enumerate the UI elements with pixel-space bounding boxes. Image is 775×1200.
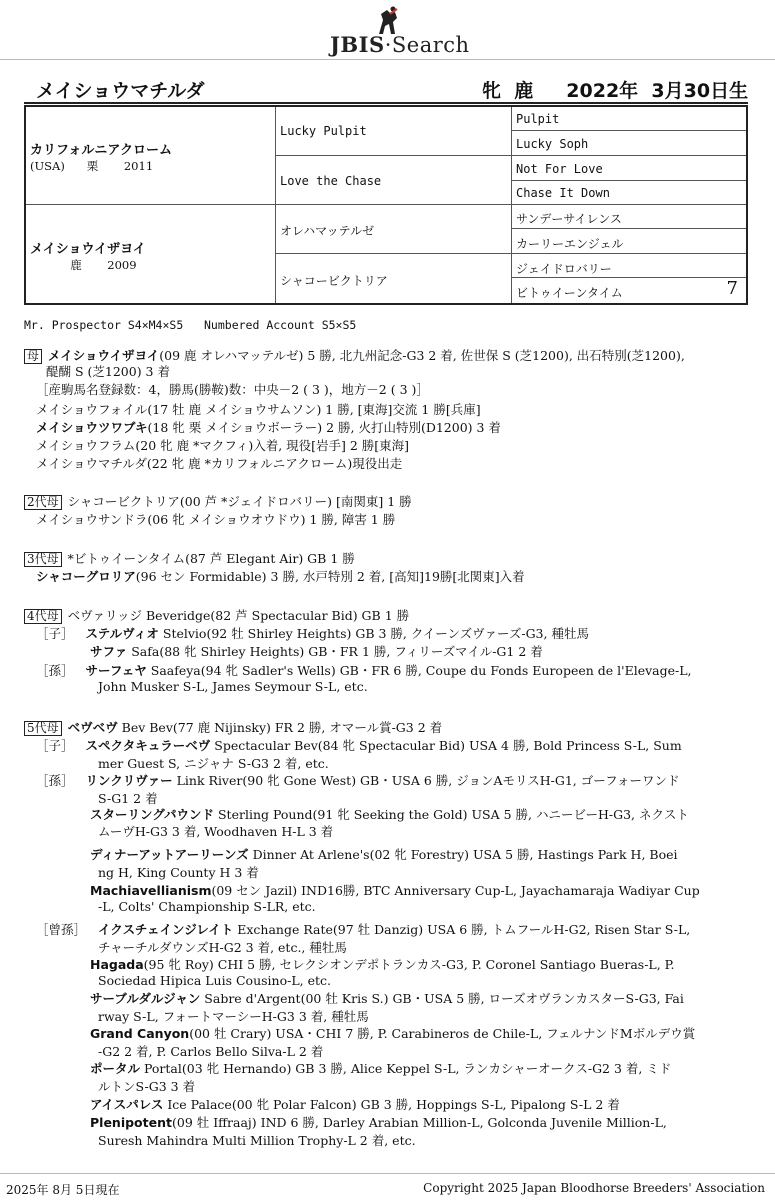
pedigree-gen3[interactable]: Chase It Down: [516, 186, 610, 200]
pedigree-dam[interactable]: [30, 238, 270, 273]
family-line: [46, 362, 170, 380]
family-line: [98, 822, 333, 840]
family-line: [98, 1007, 369, 1025]
horse-link[interactable]: サファ: [90, 644, 128, 659]
family-line: [98, 1131, 416, 1149]
line-text: -G2 2 着, P. Carlos Bello Silva-L 2 着: [98, 1044, 324, 1059]
line-text: *ビトゥイーンタイム(87 芦 Elegant Air) GB 1 勝: [67, 551, 355, 566]
horse-link[interactable]: スペクタキュラーベヴ: [85, 738, 211, 753]
line-text: メイショウフォイル(17 牡 鹿 メイショウサムソン) 1 勝, [東海]交流 1 勝[兵庫]: [36, 402, 481, 417]
dam-name[interactable]: メイショウイザヨイ: [30, 242, 146, 257]
horse-link[interactable]: ベヴベヴ: [67, 720, 118, 735]
family-line: [90, 845, 678, 863]
line-text: 醍醐 S (芝1200) 3 着: [46, 364, 170, 379]
family-line: [24, 606, 409, 624]
line-text: Bev Bev(77 鹿 Nijinsky) FR 2 勝, オマール賞-G3 2 着: [117, 720, 443, 735]
horse-link[interactable]: シャコーグロリア: [36, 569, 136, 584]
pedigree-gen2-dam-dam[interactable]: シャコービクトリア: [280, 274, 388, 288]
generation-tag: ［子］: [36, 626, 74, 641]
pedigree-row-divider: [511, 130, 746, 131]
line-text: Sabre d'Argent(00 牡 Kris S.) GB・USA 5 勝, ローズオヴランカスターS-G3, Fai: [200, 991, 684, 1006]
line-text: (09 牡 Iffraaj) IND 6 勝, Darley Arabian Million-L, Golconda Juvenile Million-L,: [171, 1115, 667, 1130]
pedigree-gen3[interactable]: カーリーエンジェル: [516, 237, 624, 251]
line-text: ムーヴH-G3 3 着, Woodhaven H-L 3 着: [98, 824, 334, 839]
family-line: [36, 736, 682, 754]
pedigree-row-divider: [275, 155, 746, 156]
horse-sex-color-birth: 牝 鹿 2022年 3月30日生: [482, 80, 749, 102]
family-line: [90, 1024, 695, 1042]
family-line: [36, 771, 679, 789]
header-divider: [0, 59, 775, 60]
line-text: mer Guest S, ニジャナ S-G3 2 着, etc.: [98, 756, 329, 771]
horse-link[interactable]: Machiavellianism: [90, 883, 212, 898]
horse-link[interactable]: ステルヴィオ: [85, 626, 159, 641]
line-text: Suresh Mahindra Multi Million Trophy-L 2 着, etc.: [98, 1133, 416, 1148]
line-text: Link River(90 牝 Gone West) GB・USA 6 勝, ジョンAモリスH-G1, ゴーフォーワンド: [172, 773, 680, 788]
pedigree-gen3[interactable]: Lucky Soph: [516, 137, 589, 151]
footer-date: 2025年 8月 5日現在: [6, 1183, 120, 1197]
family-line: [36, 510, 395, 528]
logo-search: Search: [391, 33, 470, 57]
pedigree-row-divider: [511, 180, 746, 181]
family-line: [24, 492, 412, 510]
family-line: [98, 1077, 195, 1095]
family-number: 7: [726, 278, 738, 299]
horse-link[interactable]: Hagada: [90, 957, 144, 972]
family-line: [98, 899, 316, 914]
generation-tag: 母: [24, 349, 42, 364]
family-line: [98, 863, 259, 881]
pedigree-gen3[interactable]: ジェイドロバリー: [516, 262, 612, 276]
line-text: Ice Palace(00 牝 Polar Falcon) GB 3 勝, Hoppings S-L, Pipalong S-L 2 着: [163, 1097, 620, 1112]
line-text: ベヴァリッジ Beveridge(82 芦 Spectacular Bid) GB 1 勝: [67, 608, 410, 623]
horse-link[interactable]: Plenipotent: [90, 1115, 172, 1130]
horse-link[interactable]: メイショウツワブキ: [36, 420, 148, 435]
family-line: [90, 1095, 620, 1113]
line-text: メイショウサンドラ(06 牝 メイショウオウドウ) 1 勝, 障害 1 勝: [36, 512, 396, 527]
family-line: [90, 805, 689, 823]
pedigree-sire[interactable]: [30, 139, 270, 174]
pedigree-gen3[interactable]: ビトゥイーンタイム: [516, 286, 623, 300]
pedigree-col-divider: [511, 107, 512, 303]
family-line: [98, 754, 329, 772]
pedigree-gen3[interactable]: サンデーサイレンス: [516, 212, 622, 226]
family-line: [24, 718, 442, 736]
family-line: [90, 1113, 667, 1131]
line-text: (96 セン Formidable) 3 勝, 水戸特別 2 着, [高知]19勝[北関東]入着: [135, 569, 525, 584]
logo-search-icon: ·: [384, 33, 392, 57]
line-text: Sociedad Hipica Luis Cousino-L, etc.: [98, 973, 331, 988]
family-line: [90, 989, 684, 1007]
footer-copyright: Copyright 2025 Japan Bloodhorse Breeders' Association: [423, 1181, 765, 1195]
line-text: Safa(88 牝 Shirley Heights) GB・FR 1 勝, フィリーズマイル-G1 2 着: [127, 644, 543, 659]
family-line: [36, 400, 481, 418]
line-text: メイショウマチルダ(22 牝 鹿 *カリフォルニアクローム)現役出走: [36, 456, 403, 471]
line-text: -L, Colts' Championship S-LR, etc.: [98, 899, 316, 914]
horse-link[interactable]: メイショウイザヨイ: [48, 348, 160, 363]
horse-link[interactable]: ディナーアットアーリーンズ: [90, 847, 249, 862]
line-text: Spectacular Bev(84 牝 Spectacular Bid) USA 4 勝, Bold Princess S-L, Sum: [210, 738, 682, 753]
inbreeding-cross: Mr. Prospector S4×M4×S5 Numbered Account S5×S5: [24, 318, 357, 332]
pedigree-row-divider: [511, 277, 746, 278]
line-text: (18 牝 栗 メイショウボーラー) 2 勝, 火打山特別(D1200) 3 着: [147, 420, 501, 435]
horse-link[interactable]: アイスパレス: [90, 1097, 164, 1112]
generation-tag: 4代母: [24, 609, 62, 624]
family-line: [98, 973, 331, 988]
horse-link[interactable]: Grand Canyon: [90, 1026, 190, 1041]
family-line: [36, 920, 690, 938]
family-line: [98, 938, 347, 956]
generation-tag: 2代母: [24, 495, 62, 510]
pedigree-row-divider: [511, 228, 746, 229]
family-line: [98, 679, 368, 694]
line-text: Saafeya(94 牝 Sadler's Wells) GB・FR 6 勝, Coupe du Fonds Europeen de l'Elevage-L,: [146, 663, 692, 678]
title-rule: [24, 102, 748, 104]
line-text: Dinner At Arlene's(02 牝 Forestry) USA 5 勝, Hastings Park H, Boei: [248, 847, 678, 862]
line-text: シャコービクトリア(00 芦 *ジェイドロバリー) [南関東] 1 勝: [67, 494, 412, 509]
horse-link[interactable]: サーブルダルジャン: [90, 991, 201, 1006]
generation-tag: ［孫］: [36, 773, 74, 788]
sire-meta: (USA) 栗 2011: [30, 159, 154, 173]
line-text: rway S-L, フォートマーシーH-G3 3 着, 種牡馬: [98, 1009, 369, 1024]
generation-tag: ［子］: [36, 738, 74, 753]
line-text: メイショウフラム(20 牝 鹿 *マクフィ)入着, 現役[岩手] 2 勝[東海]: [36, 438, 410, 453]
family-line: [98, 1042, 323, 1060]
generation-tag: 3代母: [24, 552, 62, 567]
pedigree-row-divider: [275, 253, 746, 254]
line-text: S-G1 2 着: [98, 791, 158, 806]
line-text: チャーチルダウンズH-G2 3 着, etc., 種牡馬: [98, 940, 347, 955]
generation-tag: ［曾孫］: [36, 922, 87, 937]
jbis-search-logo[interactable]: [300, 6, 480, 57]
family-line: [36, 661, 692, 679]
line-text: ルトンS-G3 3 着: [98, 1079, 196, 1094]
line-text: Stelvio(92 牡 Shirley Heights) GB 3 勝, クイーンズヴァーズ-G3, 種牡馬: [158, 626, 589, 641]
pedigree-gen2-sire-dam[interactable]: Love the Chase: [280, 174, 382, 188]
line-text: John Musker S-L, James Seymour S-L, etc.: [98, 679, 368, 694]
line-text: (09 セン Jazil) IND16勝, BTC Anniversary Cup-L, Jayachamaraja Wadiyar Cup: [211, 883, 700, 898]
horse-link[interactable]: スターリングパウンド: [90, 807, 215, 822]
pedigree-gen2-sire-sire[interactable]: Lucky Pulpit: [280, 124, 367, 138]
family-line: [36, 380, 429, 398]
line-text: (95 牝 Roy) CHI 5 勝, セレクシオンデポトランカス-G3, P. Coronel Santiago Bueras-L, P.: [143, 957, 675, 972]
line-text: Exchange Rate(97 牡 Danzig) USA 6 勝, トムフールH-G2, Risen Star S-L,: [233, 922, 691, 937]
pedigree-gen3[interactable]: Pulpit: [516, 112, 560, 126]
logo-jbis: JBIS: [330, 32, 385, 57]
family-line: [36, 567, 525, 585]
pedigree-gen3[interactable]: Not For Love: [516, 162, 603, 176]
horse-link[interactable]: ポータル: [90, 1061, 141, 1076]
horse-link[interactable]: リンクリヴァー: [85, 773, 173, 788]
family-line: [36, 624, 589, 642]
line-text: (09 鹿 オレハマッテルゼ) 5 勝, 北九州記念-G3 2 着, 佐世保 S (芝1200), 出石特別(芝1200),: [159, 348, 685, 363]
footer-divider: [0, 1173, 775, 1174]
family-line: [36, 418, 501, 436]
family-line: [90, 1059, 671, 1077]
family-line: [90, 955, 675, 973]
line-text: ng H, King County H 3 着: [98, 865, 259, 880]
horse-link[interactable]: イクスチェインジレイト: [98, 922, 234, 937]
family-line: [90, 642, 543, 660]
generation-tag: 5代母: [24, 721, 62, 736]
pedigree-row-divider: [26, 204, 746, 205]
family-line: [36, 436, 409, 454]
sire-name[interactable]: カリフォルニアクローム: [30, 143, 172, 158]
family-line: [24, 549, 355, 567]
line-text: Sterling Pound(91 牝 Seeking the Gold) USA 5 勝, ハニービーH-G3, ネクスト: [214, 807, 689, 822]
horse-link[interactable]: サーフェヤ: [85, 663, 147, 678]
generation-tag: ［孫］: [36, 663, 74, 678]
line-text: Portal(03 牝 Hernando) GB 3 勝, Alice Keppel S-L, ランカシャーオークス-G2 3 着, ミド: [140, 1061, 672, 1076]
pedigree-table: [24, 105, 748, 305]
line-text: (00 牡 Crary) USA・CHI 7 勝, P. Carabineros de Chile-L, フェルナンドMボルデウ賞: [189, 1026, 696, 1041]
pedigree-col-divider: [275, 107, 276, 303]
family-line: [36, 454, 402, 472]
dam-meta: 鹿 2009: [30, 258, 137, 272]
pedigree-gen2-dam-sire[interactable]: オレハマッテルゼ: [280, 224, 375, 238]
line-text: ［産駒馬名登録数：4，勝馬(勝鞍)数：中央－2 ( 3 )，地方－2 ( 3 )］: [36, 382, 429, 397]
horse-name: メイショウマチルダ: [36, 80, 205, 102]
family-line: [90, 881, 700, 899]
